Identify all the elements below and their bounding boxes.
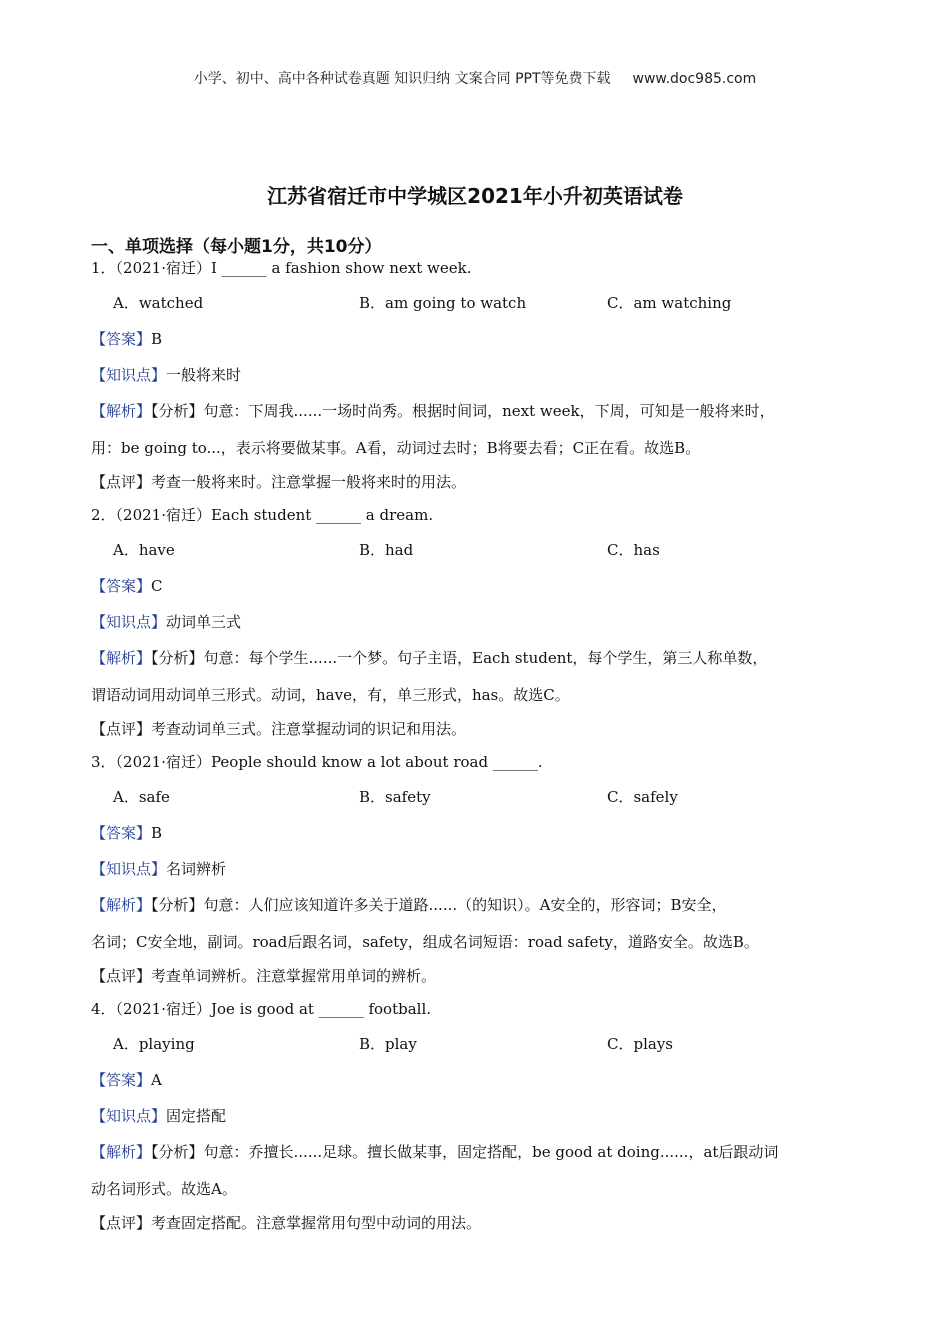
comment-label: 【点评】	[91, 720, 152, 738]
answer-label: 【答案】	[91, 330, 152, 348]
answer-label: 【答案】	[91, 577, 152, 595]
header-text: 小学、初中、高中各种试卷真题 知识归纳 文案合同 PPT等免费下载	[193, 71, 611, 87]
analysis-label: 【解析】	[91, 649, 152, 667]
analysis-line-2: 谓语动词用动词单三形式。动词，have，有，单三形式，has。故选C。	[91, 686, 570, 704]
analysis-block	[91, 1134, 871, 1208]
comment-line	[91, 1208, 871, 1244]
option-c: C．safely	[607, 788, 678, 806]
analysis-label: 【解析】	[91, 1143, 152, 1161]
answer-value: B	[151, 824, 163, 842]
question-3	[91, 750, 871, 997]
analysis-label: 【解析】	[91, 896, 152, 914]
question-list	[91, 256, 871, 1244]
options-row	[91, 1032, 871, 1068]
option-b: B．had	[359, 541, 414, 559]
analysis-line-1: 【分析】句意：人们应该知道许多关于道路......（的知识）。A安全的，形容词；B安全，	[151, 896, 727, 914]
comment-line	[91, 467, 871, 503]
comment-value: 考查单词辨析。注意掌握常用单词的辨析。	[151, 967, 437, 985]
analysis-line-1: 【分析】句意：乔擅长......足球。擅长做某事，固定搭配，be good at doing......，at后跟动词	[151, 1143, 779, 1161]
comment-label: 【点评】	[91, 967, 152, 985]
answer-line	[91, 327, 871, 363]
option-b: B．safety	[359, 788, 431, 806]
answer-line	[91, 574, 871, 610]
option-c: C．am watching	[607, 294, 732, 312]
answer-label: 【答案】	[91, 824, 152, 842]
comment-value: 考查固定搭配。注意掌握常用句型中动词的用法。	[151, 1214, 482, 1232]
analysis-block	[91, 887, 871, 961]
knowledge-label: 【知识点】	[91, 1107, 167, 1125]
question-1	[91, 256, 871, 503]
option-a: A．playing	[113, 1035, 195, 1053]
answer-value: A	[151, 1071, 162, 1089]
knowledge-value: 一般将来时	[166, 366, 242, 384]
knowledge-label: 【知识点】	[91, 366, 167, 384]
question-stem: 4．（2021·宿迁）Joe is good at ______ football.	[91, 1000, 432, 1018]
comment-value: 考查动词单三式。注意掌握动词的识记和用法。	[151, 720, 467, 738]
comment-label: 【点评】	[91, 1214, 152, 1232]
question-stem: 1．（2021·宿迁）I ______ a fashion show next week.	[91, 259, 472, 277]
analysis-line-2: 名词；C安全地，副词。road后跟名词，safety，组成名词短语：road safety，道路安全。故选B。	[91, 933, 759, 951]
analysis-label: 【解析】	[91, 402, 152, 420]
analysis-line-1: 【分析】句意：每个学生......一个梦。句子主语，Each student，每个学生，第三人称单数，	[151, 649, 768, 667]
answer-line	[91, 821, 871, 857]
analysis-line-2: 动名词形式。故选A。	[91, 1180, 237, 1198]
question-stem: 3．（2021·宿迁）People should know a lot about road ______.	[91, 753, 543, 771]
question-stem: 2．（2021·宿迁）Each student ______ a dream.	[91, 506, 434, 524]
analysis-line-1: 【分析】句意：下周我......一场时尚秀。根据时间词，next week，下周，可知是一般将来时，	[151, 402, 775, 420]
knowledge-value: 动词单三式	[166, 613, 242, 631]
options-row	[91, 291, 871, 327]
knowledge-label: 【知识点】	[91, 613, 167, 631]
knowledge-value: 名词辨析	[166, 860, 227, 878]
analysis-block	[91, 640, 871, 714]
option-b: B．play	[359, 1035, 417, 1053]
comment-label: 【点评】	[91, 473, 152, 491]
analysis-line-2: 用：be going to...，表示将要做某事。A看，动词过去时；B将要去看；C正在看。故选B。	[91, 439, 701, 457]
options-row	[91, 785, 871, 821]
knowledge-label: 【知识点】	[91, 860, 167, 878]
comment-line	[91, 961, 871, 997]
section-heading: 一、单项选择（每小题1分，共10分）	[91, 237, 382, 257]
knowledge-value: 固定搭配	[166, 1107, 227, 1125]
answer-label: 【答案】	[91, 1071, 152, 1089]
question-4	[91, 997, 871, 1244]
options-row	[91, 538, 871, 574]
comment-value: 考查一般将来时。注意掌握一般将来时的用法。	[151, 473, 467, 491]
document-title: 江苏省宿迁市中学城区2021年小升初英语试卷	[267, 184, 683, 208]
answer-line	[91, 1068, 871, 1104]
question-2	[91, 503, 871, 750]
analysis-block	[91, 393, 871, 467]
option-a: A．safe	[113, 788, 170, 806]
option-a: A．watched	[113, 294, 204, 312]
option-c: C．has	[607, 541, 660, 559]
header-url[interactable]: www.doc985.com	[632, 71, 757, 87]
option-a: A．have	[113, 541, 175, 559]
answer-value: B	[151, 330, 163, 348]
page-header	[0, 68, 950, 88]
option-b: B．am going to watch	[359, 294, 527, 312]
option-c: C．plays	[607, 1035, 673, 1053]
comment-line	[91, 714, 871, 750]
answer-value: C	[151, 577, 163, 595]
